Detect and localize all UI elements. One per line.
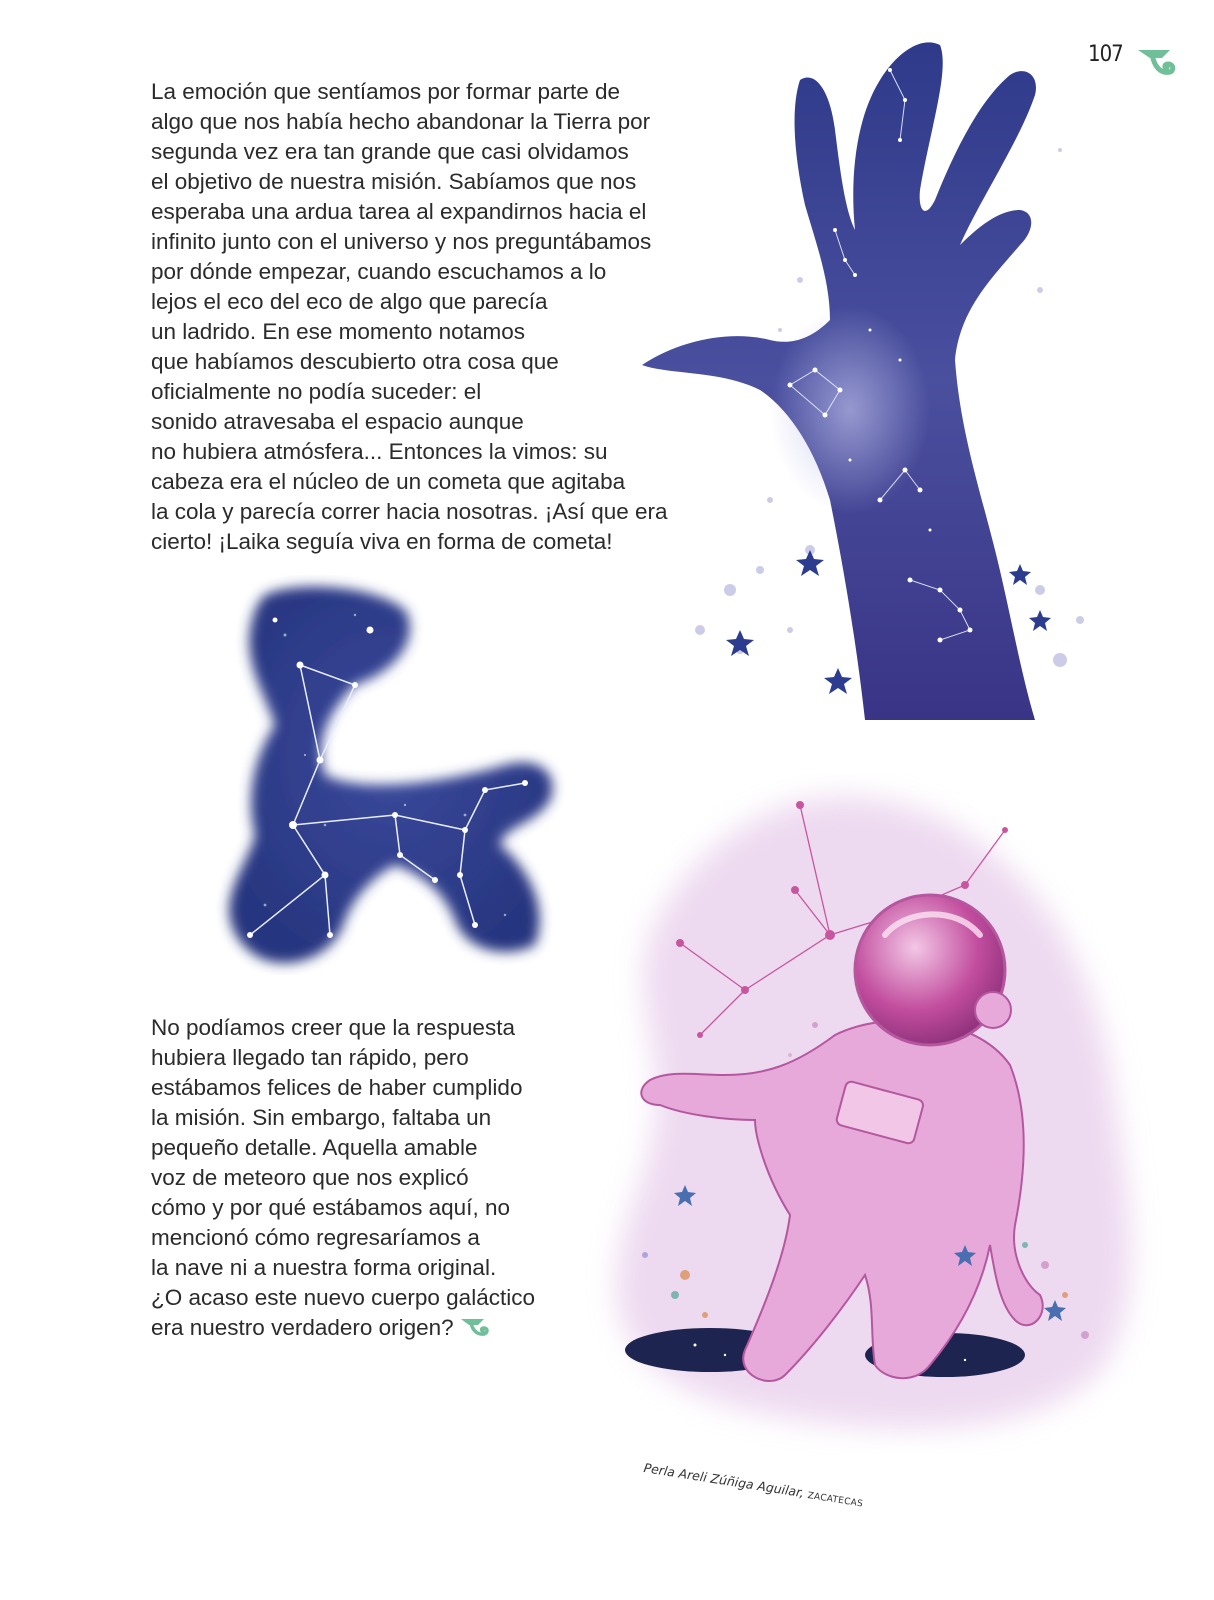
text-line: no hubiera atmósfera... Entonces la vimos: su [151, 439, 608, 464]
text-line: la cola y parecía correr hacia nosotras. ¡Así que era [151, 499, 668, 524]
credit-place: ZACATECAS [806, 1490, 864, 1510]
text-line: lejos el eco del eco de algo que parecía [151, 289, 548, 314]
text-line: algo que nos había hecho abandonar la Tierra por [151, 109, 651, 134]
text-line: sonido atravesaba el espacio aunque [151, 409, 524, 434]
constellation-hand-illustration [640, 30, 1100, 745]
text-line: que habíamos descubierto otra cosa que [151, 349, 559, 374]
text-line: estábamos felices de haber cumplido [151, 1075, 523, 1100]
end-of-story-icon [460, 1316, 490, 1338]
text-line: pequeño detalle. Aquella amable [151, 1135, 478, 1160]
text-line: mencionó cómo regresaríamos a [151, 1225, 480, 1250]
text-line: La emoción que sentíamos por formar parte de [151, 79, 621, 104]
text-line: infinito junto con el universo y nos preguntábamos [151, 229, 652, 254]
credit-author: Perla Areli Zúñiga Aguilar, [642, 1460, 806, 1501]
text-line: por dónde empezar, cuando escuchamos a lo [151, 259, 607, 284]
text-line: cómo y por qué estábamos aquí, no [151, 1195, 510, 1220]
text-line: era nuestro verdadero origen? [151, 1315, 454, 1340]
text-line: un ladrido. En ese momento notamos [151, 319, 525, 344]
text-line: hubiera llegado tan rápido, pero [151, 1045, 469, 1070]
text-line: la nave ni a nuestra forma original. [151, 1255, 497, 1280]
text-line: la misión. Sin embargo, faltaba un [151, 1105, 492, 1130]
story-paragraph-2 [151, 1013, 535, 1343]
text-line: cabeza era el núcleo de un cometa que agitaba [151, 469, 626, 494]
page-number: 107 [1088, 42, 1123, 67]
green-corner-mark-icon [1136, 44, 1176, 78]
text-line: cierto! ¡Laika seguía viva en forma de cometa! [151, 529, 613, 554]
text-line-last [151, 1313, 535, 1343]
text-line: esperaba una ardua tarea al expandirnos hacia el [151, 199, 647, 224]
text-line: el objetivo de nuestra misión. Sabíamos que nos [151, 169, 637, 194]
text-line: ¿O acaso este nuevo cuerpo galáctico [151, 1285, 535, 1310]
text-line: segunda vez era tan grande que casi olvidamos [151, 139, 629, 164]
constellation-dog-illustration [205, 575, 575, 975]
text-line: No podíamos creer que la respuesta [151, 1015, 515, 1040]
pink-astronaut-illustration [585, 775, 1165, 1455]
illustration-credit [643, 1460, 865, 1510]
text-line: oficialmente no podía suceder: el [151, 379, 482, 404]
story-paragraph-1 [151, 77, 668, 557]
text-line: voz de meteoro que nos explicó [151, 1165, 469, 1190]
